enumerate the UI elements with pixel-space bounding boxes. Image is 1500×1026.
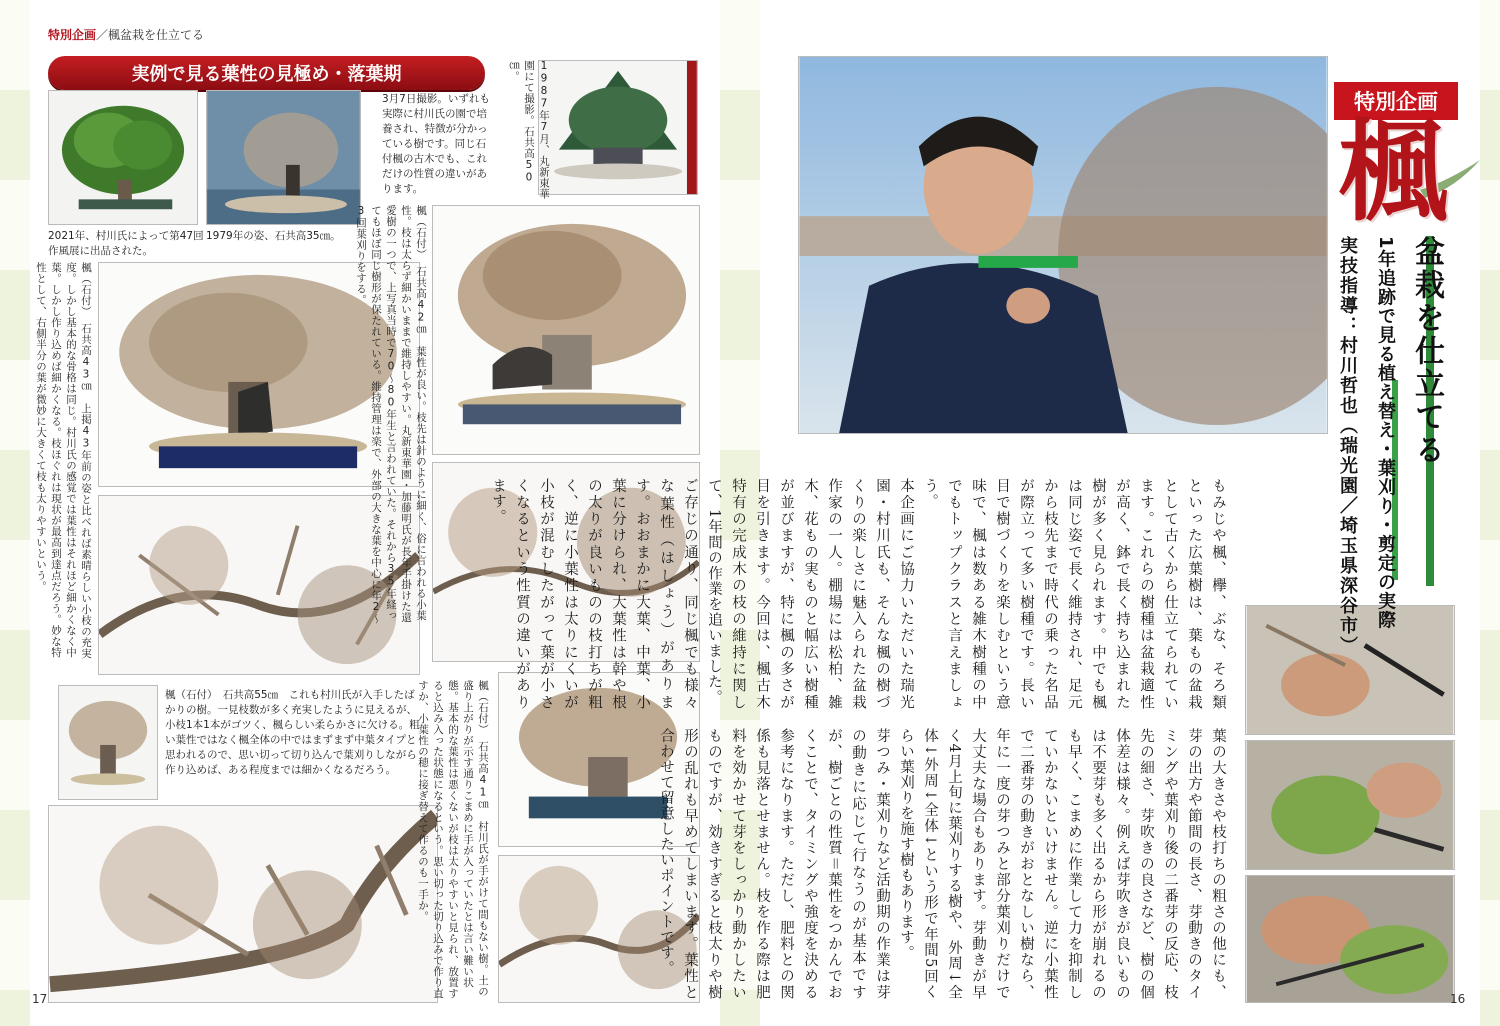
detail-photo — [1246, 876, 1454, 1002]
body-paragraph-3: ご存じの通り、同じ楓でも様々な葉性（はしょう）があります。おおまかに大葉、中葉、小葉に分けられ、大葉性は幹や根の太りが良いものの枝打ちが粗く、逆に小葉性は太りにくいが小枝が混むしたがって葉が小さくなるという性質の違いがあります。 — [490, 478, 698, 710]
body-paragraph-1: もみじや楓、欅、ぶな、そろ類といった広葉樹は、葉もの盆栽として古くから仕立てられています。これらの樹種は盆栽適性が高く、鉢で長く持ち込まれた樹が多く見られます。中でも楓は同じ姿で長く維持され、足元から枝先まで時代の乗った名品が際立って多い樹種です。長い目で樹づくりを楽しむという意味で、楓は数ある雑木樹種の中でもトップクラスと言えましょう。 — [922, 478, 1226, 710]
feature-subtitle: 1年追跡で見る植え替え・葉刈り・剪定の実際 — [1375, 236, 1396, 630]
page-number-left: 17 — [32, 992, 48, 1006]
bonsai-photo — [539, 61, 697, 194]
bonsai-photo — [433, 206, 699, 454]
feature-tag: 特別企画 — [1334, 82, 1458, 120]
caption-tree-b: 楓（石付） 石共高42㎝ 葉性が良い。枝先は針のように細く、俗に言われる小葉性。枝は太らず細かいままで維持しやすい。丸新東華園・加藤明氏が長年手掛けた還愛樹の一つで、上写真当時で70〜80年生と言われていた。それから35年経ってもほぼ同じ樹形が保たれている。維持管理は楽で、外部の大きな葉を中心に年2〜3回葉刈りをする。 — [355, 205, 427, 625]
page-number-right: 16 — [1450, 992, 1466, 1006]
caption-tree-c: 楓（石付） 石共高55㎝ これも村川氏が入手したばかりの樹。一見枝数が多く充実したように見えるが、小枝1本1本がゴツく、楓らしい柔らかさに欠ける。粗い葉性ではなく楓全体の中ではまずまず中葉タイプと思われるので、思い切って切り込んで葉刈りしながら作り込めば、ある程度までは細かくなるだろう。 — [165, 689, 420, 776]
caption-tree-d: 楓（石付） 石共高41㎝ 村川氏が手がけて間もない樹。土の盛り上がりが示す通りこまめに手が入っていたとは言い難い状態。基本的な葉性は悪くないが枝は太りやすいと見られ、放置すると込み入った状態になるという。思い切った切り込みで作り直すか、小葉性の穂に接ぎ替えて作るのも一手か。 — [417, 680, 489, 999]
detail-photo-hands-3 — [1245, 875, 1455, 1003]
bonsai-photo-2021 — [48, 90, 198, 225]
bonsai-photo — [49, 91, 197, 224]
caption-photo2: 1979年の姿、石共高35㎝。 — [206, 230, 341, 242]
running-head-category: 特別企画 — [48, 28, 97, 42]
body-paragraph-2: 本企画にご協力いただいた瑞光園・村川氏も、そんな楓の樹づくりの楽しさに魅入られた盆栽作家の一人。棚場には松柏、雑木、花もの実ものと幅広い樹種が並びますが、特に楓の多さが目を引きます。今回は、楓古木特有の完成木の枝の維持に関して、1年間の作業を追いました。 — [706, 478, 914, 710]
bonsai-photo — [207, 91, 360, 224]
portrait-photo-graphic — [799, 57, 1327, 433]
running-head-separator: ／ — [96, 28, 109, 42]
running-head-title: 楓盆栽を仕立てる — [108, 28, 205, 42]
section-banner: 実例で見る葉性の見極め・落葉期 — [48, 56, 485, 90]
detail-photo — [49, 806, 437, 1002]
feature-instructor: 実技指導：村川哲也（瑞光園／埼玉県深谷市） — [1337, 236, 1358, 656]
caption-photo1: 2021年、村川氏によって第47回作風展に出品された。 — [48, 230, 204, 257]
caption-intro: 3月7日撮影。いずれも実際に村川氏の園で培養され、特徴が分かっている樹です。同じ石付楓の古木でも、これだけの性質の違いがあります。 — [382, 93, 490, 195]
body-block-upper — [490, 478, 1230, 710]
body-paragraph-4: 葉の大きさや枝打ちの粗さの他にも、芽の出方や節間の長さ、芽動きのタイミングや葉刈り後の二番芽の反応、枝先の細さ、芽吹きの良さなど、樹の個体差は様々。例えば芽吹きが良いものは不要芽も多く出るから形が崩れるのも早く、こまめに作業して力を抑制していかないといけません。逆に小葉性で二番芽の動きがおとなしい樹なら、年に一度の芽つみと部分葉刈りだけで大丈夫な場合もあります。芽動きが早く4月上旬に葉刈りする樹や、外周↓全体↓外周↓全体↓という形で年間5回くらい葉刈りを施す樹もあります。 — [898, 728, 1226, 1000]
detail-photo-hands-2 — [1245, 740, 1455, 870]
body-block-lower — [658, 728, 1230, 1000]
feature-big-kanji: 楓 — [1338, 107, 1448, 236]
feature-title: 盆栽を仕立てる — [1409, 236, 1444, 467]
bonsai-photo-tree-b — [432, 205, 700, 455]
body-paragraph-5: 芽つみ・葉刈りなど活動期の作業は芽の動きに応じて行なうのが基本ですが、樹ごとの性質＝葉性をつかんでおくことで、タイミングや強度を決める参考になります。ただし、肥料との関係も見落とせません。枝を作る際は肥料を効かせて芽をしっかり動かしたいものですが、効きすぎると枝太りや樹形の乱れも早めてしまいます。葉性と合わせて留意したいポイントです。 — [658, 728, 890, 1000]
detail-photo — [1246, 741, 1454, 869]
caption-tree-a: 楓（石付） 石共高43㎝ 上掲43年前の姿と比べれば素晴らしい小枝の充実度。しかし基本的な骨格は同じ。村川氏の感覚では葉性はそれほど細かくなく中葉。しかし作り込めば細かくなる。枝ほぐれは現状が最高到達点だろう。妙な特性として、右側半分の葉が微妙に大きくて枝も太りやすいという。 — [35, 262, 92, 659]
caption-photo3: 1987年7月、丸新東華園にて撮影。石共高50㎝。 — [508, 60, 550, 200]
running-head — [48, 26, 204, 43]
portrait-photo — [798, 56, 1328, 434]
bonsai-photo-tree-c — [58, 685, 158, 800]
bonsai-photo-1979 — [206, 90, 361, 225]
bonsai-photo — [59, 686, 157, 799]
detail-photo-tree-c — [48, 805, 438, 1003]
bonsai-photo-1987 — [538, 60, 698, 195]
